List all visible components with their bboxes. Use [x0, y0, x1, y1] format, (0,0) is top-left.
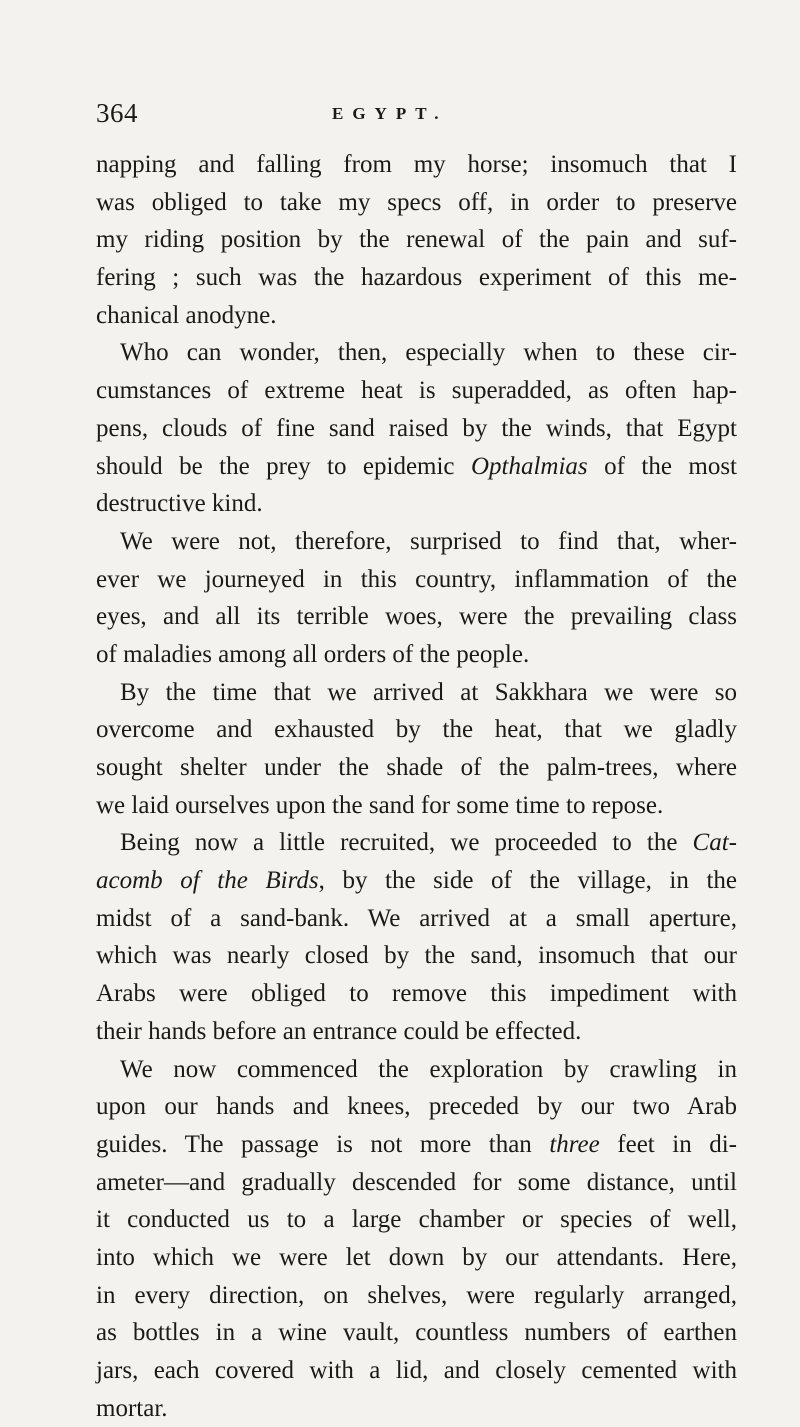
- text-line: [96, 259, 737, 297]
- text-segment: ameter—and gradually descended for some distance, until: [96, 1168, 737, 1196]
- text-segment: in every direction, on shelves, were regularly arranged,: [96, 1281, 737, 1309]
- text-segment: cumstances of extreme heat is superadded, as often hap-: [96, 377, 737, 405]
- text-segment: Who can wonder, then, especially when to these cir-: [120, 339, 737, 367]
- text-line: [96, 1088, 737, 1126]
- page-number: 364: [96, 98, 138, 128]
- text-line: [96, 749, 737, 787]
- text-segment: should be the prey to epidemic: [96, 452, 471, 480]
- text-line: [96, 221, 737, 259]
- running-head: [96, 98, 736, 138]
- text-segment: mortar.: [96, 1394, 168, 1422]
- text-line: [96, 824, 737, 862]
- text-segment: fering ; such was the hazardous experiment of this me-: [96, 264, 737, 292]
- text-line: [96, 1013, 737, 1051]
- text-segment: of the most: [587, 452, 737, 480]
- running-title: EGYPT.: [332, 104, 448, 123]
- text-segment: pens, clouds of fine sand raised by the winds, that Egypt: [96, 414, 737, 442]
- text-segment: , by the side of the village, in the: [318, 867, 737, 895]
- text-segment: feet in di-: [599, 1130, 737, 1158]
- text-segment: Arabs were obliged to remove this impediment with: [96, 980, 737, 1008]
- text-line: [96, 448, 737, 486]
- text-line: [96, 372, 737, 410]
- text-line: [96, 1164, 737, 1202]
- text-line: [96, 334, 737, 372]
- text-line: [96, 711, 737, 749]
- text-line: [96, 900, 737, 938]
- text-line: [96, 1277, 737, 1315]
- text-line: [96, 787, 737, 825]
- text-segment: sought shelter under the shade of the palm-trees, where: [96, 754, 737, 781]
- text-segment: into which we were let down by our attendants. Here,: [96, 1243, 737, 1271]
- text-segment: of maladies among all orders of the people.: [96, 640, 530, 668]
- italic-text: Opthalmias: [470, 452, 588, 480]
- text-segment: it conducted us to a large chamber or species of well,: [96, 1206, 737, 1234]
- text-segment: eyes, and all its terrible woes, were the prevailing class: [96, 603, 737, 631]
- text-segment: We now commenced the exploration by crawling in: [120, 1055, 737, 1083]
- text-line: [96, 674, 737, 712]
- body-text: [96, 146, 737, 1427]
- text-line: [96, 636, 737, 674]
- text-segment: We were not, therefore, surprised to find that, wher-: [120, 527, 737, 555]
- text-segment: as bottles in a wine vault, countless numbers of earthen: [96, 1319, 737, 1347]
- text-segment: By the time that we arrived at Sakkhara we were so: [120, 678, 737, 706]
- text-segment: destructive kind.: [96, 490, 263, 518]
- text-line: [96, 523, 737, 561]
- text-segment: chanical anodyne.: [96, 301, 277, 329]
- text-segment: Being now a little recruited, we proceeded to the: [120, 829, 693, 857]
- text-segment: napping and falling from my horse; insomuch that I: [96, 151, 737, 178]
- text-line: [96, 1390, 737, 1427]
- text-line: [96, 184, 737, 222]
- text-line: [96, 598, 737, 636]
- text-line: [96, 1239, 737, 1277]
- text-segment: jars, each covered with a lid, and closely cemented with: [96, 1357, 737, 1384]
- text-segment: ever we journeyed in this country, inflammation of the: [96, 565, 737, 593]
- italic-text: Cat-: [692, 829, 737, 857]
- text-line: [96, 410, 737, 448]
- text-segment: we laid ourselves upon the sand for some time to repose.: [96, 791, 664, 819]
- italic-text: acomb of the Birds: [96, 867, 319, 895]
- text-line: [96, 485, 737, 523]
- italic-text: three: [549, 1130, 600, 1158]
- text-segment: which was nearly closed by the sand, insomuch that our: [96, 942, 737, 970]
- text-segment: my riding position by the renewal of the pain and suf-: [96, 226, 737, 254]
- text-line: [96, 297, 737, 335]
- text-segment: midst of a sand-bank. We arrived at a small aperture,: [96, 904, 737, 932]
- text-segment: their hands before an entrance could be effected.: [96, 1017, 582, 1045]
- text-line: [96, 937, 737, 975]
- text-line: [96, 862, 737, 900]
- text-segment: overcome and exhausted by the heat, that we gladly: [96, 716, 737, 744]
- text-line: [96, 1051, 737, 1089]
- text-segment: was obliged to take my specs off, in order to preserve: [96, 188, 737, 216]
- text-line: [96, 975, 737, 1013]
- text-line: [96, 1314, 737, 1352]
- text-line: [96, 146, 737, 184]
- text-line: [96, 561, 737, 599]
- text-line: [96, 1352, 737, 1390]
- text-segment: guides. The passage is not more than: [96, 1130, 550, 1158]
- text-line: [96, 1126, 737, 1164]
- text-segment: upon our hands and knees, preceded by our two Arab: [96, 1093, 737, 1121]
- text-line: [96, 1201, 737, 1239]
